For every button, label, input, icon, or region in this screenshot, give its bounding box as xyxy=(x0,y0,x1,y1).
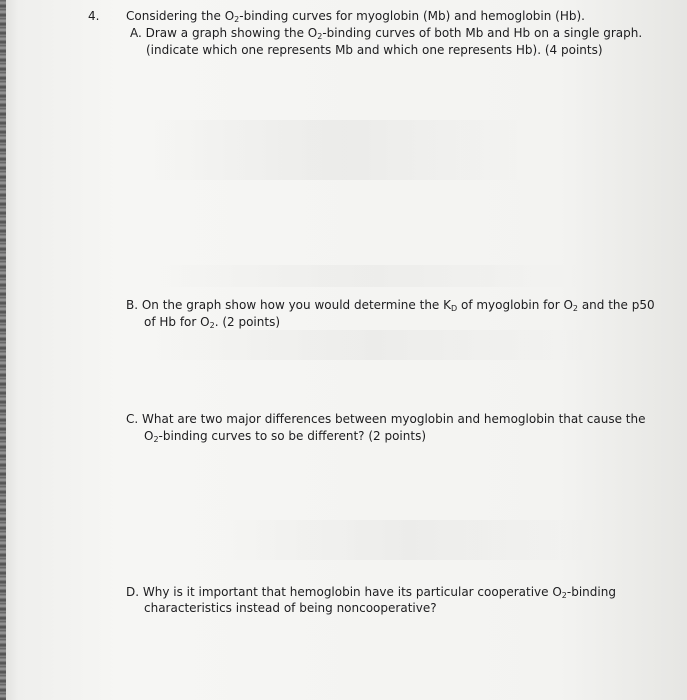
part-b-line1: B. On the graph show how you would determine the $K_D$ of myoglobin for $O_2$ and the p50 xyxy=(126,298,655,313)
binder-edge xyxy=(0,0,6,700)
part-b-line2: of Hb for $O_2$. (2 points) xyxy=(144,315,280,330)
part-a-line2: (indicate which one represents Mb and which one represents Hb). (4 points) xyxy=(146,43,603,57)
part-c-line1: C. What are two major differences between myoglobin and hemoglobin that cause the xyxy=(126,412,646,426)
part-c-line2: $O_2$-binding curves to so be different? (2 points) xyxy=(144,429,427,444)
question-number: 4. xyxy=(88,9,100,23)
question-intro: Considering the $O_2$-binding curves for myoglobin (Mb) and hemoglobin (Hb). xyxy=(126,9,585,24)
part-d-line1: D. Why is it important that hemoglobin have its particular cooperative $O_2$-binding xyxy=(126,585,616,600)
show-through-smudge xyxy=(220,520,600,560)
show-through-smudge xyxy=(150,330,600,360)
part-d-line2: characteristics instead of being noncooperative? xyxy=(144,601,437,615)
part-a-line1: A. Draw a graph showing the $O_2$-binding curves of both Mb and Hb on a single graph. xyxy=(130,26,643,41)
show-through-smudge xyxy=(150,120,530,180)
show-through-smudge xyxy=(160,265,580,287)
